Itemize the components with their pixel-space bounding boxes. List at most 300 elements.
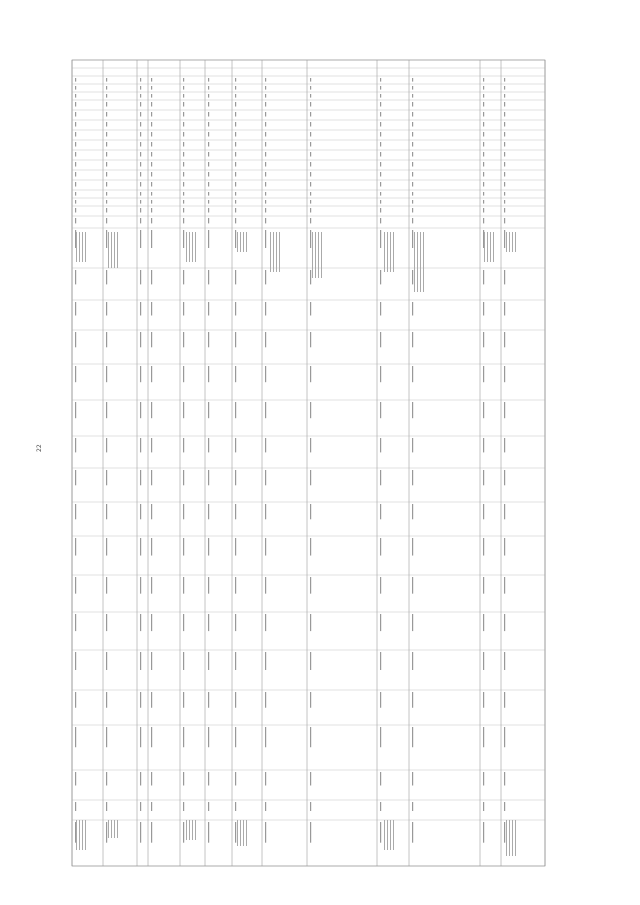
text-block-mark: [85, 820, 86, 850]
cell-text-mark: [75, 78, 76, 82]
cell-text-mark: [265, 577, 266, 594]
cell-text-mark: [412, 402, 413, 418]
cell-text-mark: [265, 86, 266, 90]
cell-text-mark: [75, 218, 76, 223]
text-block-mark: [237, 232, 238, 252]
cell-text-mark: [380, 208, 381, 213]
cell-text-mark: [183, 614, 184, 631]
text-block-mark: [321, 232, 322, 278]
cell-text-mark: [151, 142, 152, 147]
cell-text-mark: [75, 112, 76, 117]
text-block-mark: [279, 232, 280, 272]
cell-text-mark: [504, 577, 505, 594]
text-block-mark: [243, 232, 244, 252]
cell-text-mark: [310, 152, 311, 157]
cell-text-mark: [380, 727, 381, 747]
cell-text-mark: [504, 152, 505, 157]
cell-text-mark: [380, 577, 381, 594]
cell-text-mark: [75, 614, 76, 631]
cell-text-mark: [265, 822, 266, 843]
text-block-mark: [384, 820, 385, 850]
cell-text-mark: [412, 614, 413, 631]
cell-text-mark: [483, 102, 484, 107]
cell-text-mark: [412, 142, 413, 147]
cell-text-mark: [106, 102, 107, 107]
text-block-mark: [195, 232, 196, 262]
cell-text-mark: [140, 162, 141, 167]
cell-text-mark: [483, 112, 484, 117]
cell-text-mark: [310, 230, 311, 248]
cell-text-mark: [504, 802, 505, 811]
cell-text-mark: [265, 122, 266, 127]
text-block-mark: [79, 820, 80, 850]
cell-text-mark: [106, 230, 107, 248]
cell-text-mark: [235, 438, 236, 452]
cell-text-mark: [310, 504, 311, 519]
cell-text-mark: [483, 504, 484, 519]
cell-text-mark: [504, 182, 505, 187]
cell-text-mark: [106, 112, 107, 117]
cell-text-mark: [235, 230, 236, 248]
cell-text-mark: [380, 438, 381, 452]
cell-text-mark: [183, 692, 184, 708]
cell-text-mark: [106, 438, 107, 452]
cell-text-mark: [235, 802, 236, 811]
cell-text-mark: [265, 172, 266, 177]
cell-text-mark: [151, 192, 152, 196]
cell-text-mark: [265, 438, 266, 452]
cell-text-mark: [208, 230, 209, 248]
cell-text-mark: [483, 802, 484, 811]
cell-text-mark: [380, 112, 381, 117]
cell-text-mark: [151, 112, 152, 117]
cell-text-mark: [75, 504, 76, 519]
cell-text-mark: [208, 142, 209, 147]
cell-text-mark: [75, 538, 76, 556]
cell-text-mark: [151, 102, 152, 107]
cell-text-mark: [208, 772, 209, 786]
text-block-mark: [484, 232, 485, 262]
cell-text-mark: [75, 102, 76, 107]
text-block-mark: [414, 232, 415, 292]
cell-text-mark: [504, 366, 505, 382]
cell-text-mark: [140, 218, 141, 223]
text-block-mark: [82, 820, 83, 850]
text-block-mark: [114, 232, 115, 268]
cell-text-mark: [265, 78, 266, 82]
cell-text-mark: [235, 470, 236, 485]
cell-text-mark: [412, 802, 413, 811]
text-block-mark: [417, 232, 418, 292]
cell-text-mark: [483, 302, 484, 316]
cell-text-mark: [504, 692, 505, 708]
cell-text-mark: [483, 727, 484, 747]
cell-text-mark: [208, 132, 209, 137]
cell-text-mark: [106, 218, 107, 223]
cell-text-mark: [310, 802, 311, 811]
cell-text-mark: [151, 182, 152, 187]
cell-text-mark: [235, 200, 236, 204]
cell-text-mark: [183, 102, 184, 107]
cell-text-mark: [235, 192, 236, 196]
cell-text-mark: [310, 577, 311, 594]
cell-text-mark: [380, 366, 381, 382]
cell-text-mark: [106, 208, 107, 213]
cell-text-mark: [380, 538, 381, 556]
cell-text-mark: [140, 122, 141, 127]
cell-text-mark: [235, 94, 236, 98]
cell-text-mark: [235, 162, 236, 167]
cell-text-mark: [106, 692, 107, 708]
cell-text-mark: [151, 302, 152, 316]
cell-text-mark: [310, 86, 311, 90]
cell-text-mark: [183, 162, 184, 167]
text-block-mark: [312, 232, 313, 278]
cell-text-mark: [151, 366, 152, 382]
cell-text-mark: [106, 192, 107, 196]
cell-text-mark: [412, 152, 413, 157]
text-block-mark: [79, 232, 80, 262]
text-block-mark: [393, 232, 394, 272]
text-block-mark: [512, 820, 513, 856]
cell-text-mark: [483, 218, 484, 223]
cell-text-mark: [183, 438, 184, 452]
cell-text-mark: [310, 200, 311, 204]
cell-text-mark: [208, 172, 209, 177]
cell-text-mark: [183, 652, 184, 670]
text-block-mark: [423, 232, 424, 292]
cell-text-mark: [504, 122, 505, 127]
text-block-mark: [108, 232, 109, 268]
cell-text-mark: [235, 86, 236, 90]
cell-text-mark: [412, 692, 413, 708]
table-border: [72, 60, 545, 866]
text-block-mark: [240, 232, 241, 252]
cell-text-mark: [380, 802, 381, 811]
cell-text-mark: [151, 132, 152, 137]
cell-text-mark: [183, 152, 184, 157]
text-block-mark: [111, 232, 112, 268]
cell-text-mark: [75, 438, 76, 452]
cell-text-mark: [208, 102, 209, 107]
cell-text-mark: [412, 94, 413, 98]
cell-text-mark: [208, 614, 209, 631]
cell-text-mark: [412, 366, 413, 382]
table-grid: [72, 60, 545, 866]
text-block-mark: [512, 232, 513, 252]
cell-text-mark: [412, 162, 413, 167]
cell-text-mark: [208, 538, 209, 556]
text-block-mark: [246, 820, 247, 846]
cell-text-mark: [412, 172, 413, 177]
cell-text-mark: [310, 270, 311, 284]
cell-text-mark: [151, 538, 152, 556]
cell-text-mark: [151, 162, 152, 167]
cell-text-mark: [106, 142, 107, 147]
cell-text-mark: [412, 822, 413, 843]
cell-text-mark: [412, 102, 413, 107]
cell-text-mark: [140, 192, 141, 196]
cell-text-mark: [412, 470, 413, 485]
cell-text-mark: [208, 122, 209, 127]
cell-text-mark: [183, 772, 184, 786]
text-block-mark: [270, 232, 271, 272]
cell-text-mark: [504, 86, 505, 90]
cell-text-mark: [235, 218, 236, 223]
cell-text-mark: [235, 132, 236, 137]
cell-text-mark: [75, 142, 76, 147]
cell-text-mark: [380, 470, 381, 485]
cell-text-mark: [75, 94, 76, 98]
cell-text-mark: [310, 772, 311, 786]
cell-text-mark: [310, 142, 311, 147]
cell-text-mark: [208, 182, 209, 187]
cell-text-mark: [412, 270, 413, 284]
cell-text-mark: [106, 504, 107, 519]
cell-text-mark: [412, 122, 413, 127]
cell-text-mark: [183, 200, 184, 204]
cell-text-mark: [380, 692, 381, 708]
cell-text-mark: [183, 802, 184, 811]
cell-text-mark: [75, 182, 76, 187]
cell-text-mark: [235, 772, 236, 786]
text-block-mark: [420, 232, 421, 292]
cell-text-mark: [151, 402, 152, 418]
cell-text-mark: [265, 614, 266, 631]
cell-text-mark: [75, 270, 76, 284]
text-block-mark: [390, 820, 391, 850]
cell-text-mark: [412, 577, 413, 594]
cell-text-mark: [412, 182, 413, 187]
cell-text-mark: [75, 727, 76, 747]
cell-text-mark: [483, 438, 484, 452]
cell-text-mark: [265, 208, 266, 213]
cell-text-mark: [183, 727, 184, 747]
cell-text-mark: [235, 208, 236, 213]
cell-text-mark: [504, 652, 505, 670]
cell-text-mark: [483, 538, 484, 556]
cell-text-mark: [412, 230, 413, 248]
cell-text-mark: [106, 802, 107, 811]
cell-text-mark: [208, 332, 209, 347]
cell-text-mark: [140, 402, 141, 418]
cell-text-mark: [140, 822, 141, 843]
text-block-mark: [273, 232, 274, 272]
cell-text-mark: [380, 504, 381, 519]
cell-text-mark: [208, 218, 209, 223]
cell-text-mark: [504, 172, 505, 177]
cell-text-mark: [106, 652, 107, 670]
cell-text-mark: [140, 132, 141, 137]
cell-text-mark: [208, 504, 209, 519]
cell-text-mark: [183, 192, 184, 196]
cell-text-mark: [380, 182, 381, 187]
cell-text-mark: [310, 727, 311, 747]
cell-text-mark: [265, 182, 266, 187]
cell-text-mark: [483, 366, 484, 382]
cell-text-mark: [483, 208, 484, 213]
cell-text-mark: [380, 94, 381, 98]
cell-text-mark: [504, 504, 505, 519]
text-block-mark: [490, 232, 491, 262]
cell-text-mark: [151, 230, 152, 248]
cell-text-mark: [412, 538, 413, 556]
cell-text-mark: [151, 802, 152, 811]
text-block-mark: [76, 232, 77, 262]
cell-text-mark: [140, 577, 141, 594]
cell-text-mark: [412, 652, 413, 670]
cell-text-mark: [75, 208, 76, 213]
cell-text-mark: [380, 152, 381, 157]
cell-text-mark: [140, 470, 141, 485]
cell-text-mark: [380, 78, 381, 82]
cell-text-mark: [265, 132, 266, 137]
cell-text-mark: [265, 470, 266, 485]
cell-text-mark: [106, 182, 107, 187]
cell-text-mark: [310, 438, 311, 452]
cell-text-mark: [310, 162, 311, 167]
cell-text-mark: [183, 112, 184, 117]
cell-text-mark: [265, 270, 266, 284]
cell-text-mark: [380, 86, 381, 90]
cell-text-mark: [183, 172, 184, 177]
cell-text-mark: [208, 112, 209, 117]
cell-text-mark: [106, 332, 107, 347]
text-block-mark: [117, 232, 118, 268]
cell-text-mark: [504, 132, 505, 137]
cell-text-mark: [106, 538, 107, 556]
cell-text-mark: [310, 94, 311, 98]
text-block-mark: [387, 232, 388, 272]
cell-text-mark: [310, 78, 311, 82]
cell-text-mark: [140, 366, 141, 382]
cell-text-mark: [310, 614, 311, 631]
cell-text-mark: [106, 302, 107, 316]
cell-text-mark: [235, 270, 236, 284]
cell-text-mark: [265, 192, 266, 196]
cell-text-mark: [483, 772, 484, 786]
cell-text-mark: [235, 504, 236, 519]
cell-text-mark: [140, 102, 141, 107]
cell-text-mark: [504, 208, 505, 213]
cell-text-mark: [380, 652, 381, 670]
text-block-mark: [189, 820, 190, 840]
cell-text-mark: [310, 102, 311, 107]
cell-text-mark: [151, 78, 152, 82]
cell-text-mark: [106, 152, 107, 157]
cell-text-mark: [106, 86, 107, 90]
cell-text-mark: [504, 538, 505, 556]
cell-text-mark: [151, 822, 152, 843]
cell-text-mark: [504, 200, 505, 204]
cell-text-mark: [412, 218, 413, 223]
text-block-mark: [189, 232, 190, 262]
cell-text-mark: [412, 112, 413, 117]
text-block-mark: [506, 232, 507, 252]
cell-text-mark: [412, 200, 413, 204]
cell-text-mark: [380, 332, 381, 347]
cell-text-mark: [504, 94, 505, 98]
cell-text-mark: [235, 652, 236, 670]
cell-text-mark: [208, 402, 209, 418]
cell-text-mark: [265, 94, 266, 98]
cell-text-mark: [504, 112, 505, 117]
text-block-mark: [509, 820, 510, 856]
cell-text-mark: [412, 772, 413, 786]
cell-text-mark: [310, 332, 311, 347]
cell-text-mark: [380, 132, 381, 137]
cell-text-mark: [106, 577, 107, 594]
cell-text-mark: [504, 142, 505, 147]
cell-text-mark: [75, 402, 76, 418]
cell-text-mark: [310, 192, 311, 196]
cell-text-mark: [483, 614, 484, 631]
text-block-mark: [111, 820, 112, 838]
cell-text-mark: [183, 470, 184, 485]
cell-text-mark: [75, 172, 76, 177]
cell-text-mark: [183, 94, 184, 98]
cell-text-mark: [310, 122, 311, 127]
text-block-mark: [117, 820, 118, 838]
cell-text-mark: [235, 614, 236, 631]
cell-text-mark: [106, 200, 107, 204]
cell-text-mark: [208, 208, 209, 213]
cell-text-mark: [208, 200, 209, 204]
cell-text-mark: [310, 208, 311, 213]
cell-text-mark: [183, 230, 184, 248]
cell-text-mark: [183, 182, 184, 187]
cell-text-mark: [380, 192, 381, 196]
cell-text-mark: [265, 142, 266, 147]
cell-text-mark: [504, 822, 505, 843]
cell-text-mark: [265, 652, 266, 670]
cell-text-mark: [265, 727, 266, 747]
cell-text-mark: [183, 78, 184, 82]
cell-text-mark: [380, 218, 381, 223]
cell-text-mark: [265, 366, 266, 382]
cell-text-mark: [265, 772, 266, 786]
cell-text-mark: [151, 200, 152, 204]
cell-text-mark: [140, 302, 141, 316]
cell-text-mark: [75, 86, 76, 90]
cell-text-mark: [106, 172, 107, 177]
cell-text-mark: [208, 692, 209, 708]
cell-text-mark: [183, 270, 184, 284]
text-block-mark: [237, 820, 238, 846]
text-block-mark: [387, 820, 388, 850]
cell-text-mark: [310, 302, 311, 316]
cell-text-mark: [140, 538, 141, 556]
cell-text-mark: [310, 692, 311, 708]
cell-text-mark: [151, 652, 152, 670]
cell-text-mark: [151, 94, 152, 98]
text-block-mark: [493, 232, 494, 262]
cell-text-mark: [75, 332, 76, 347]
cell-text-mark: [183, 332, 184, 347]
text-block-mark: [186, 232, 187, 262]
cell-text-mark: [235, 102, 236, 107]
text-block-mark: [76, 820, 77, 850]
cell-text-mark: [310, 182, 311, 187]
cell-text-mark: [75, 652, 76, 670]
text-block-mark: [108, 820, 109, 838]
cell-text-mark: [75, 152, 76, 157]
cell-text-mark: [412, 132, 413, 137]
cell-text-mark: [106, 772, 107, 786]
text-block-mark: [509, 232, 510, 252]
cell-text-mark: [151, 86, 152, 90]
cell-text-mark: [235, 78, 236, 82]
